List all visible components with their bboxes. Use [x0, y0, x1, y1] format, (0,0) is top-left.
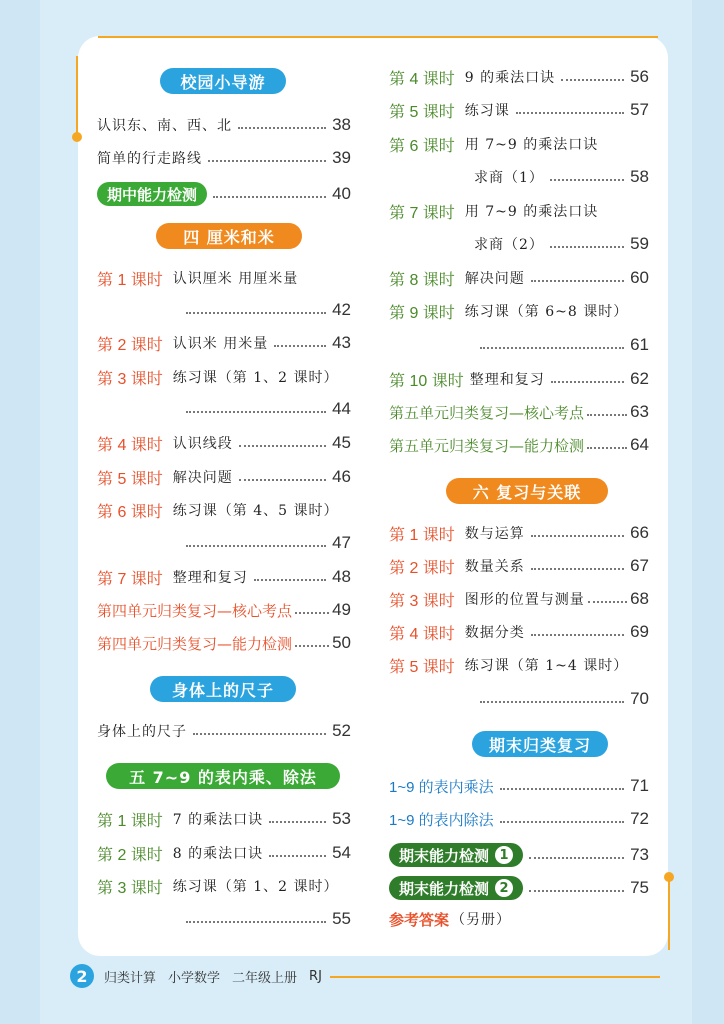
toc-row-review[interactable] [97, 630, 351, 656]
number-circle-icon: 1 [495, 846, 513, 864]
frame-line-right [668, 880, 670, 950]
toc-row[interactable] [389, 97, 649, 123]
lesson-label: 第 3 课时 [97, 879, 163, 897]
lesson-label: 第 4 课时 [389, 625, 455, 643]
lesson-label: 第 2 课时 [97, 846, 163, 864]
toc-title: 练习课 [464, 103, 510, 119]
review-title: 第四单元归类复习—能力检测 [97, 634, 293, 653]
leader-dots [480, 700, 624, 703]
leader-dots [186, 410, 326, 413]
page-number: 40 [332, 184, 351, 203]
leader-dots [531, 567, 624, 570]
toc-row[interactable] [389, 198, 649, 224]
toc-title: 图形的位置与测量 [464, 592, 585, 608]
toc-title: 练习课（第 1、2 课时） [172, 370, 339, 386]
toc-row-review[interactable] [97, 597, 351, 623]
toc-row[interactable] [97, 145, 351, 171]
toc-row-cont [180, 906, 351, 932]
toc-title: 整理和复习 [469, 372, 545, 388]
toc-row-cont [180, 530, 351, 556]
lesson-label: 第 7 课时 [389, 204, 455, 222]
toc-row[interactable] [389, 806, 649, 832]
toc-row-cont [474, 332, 649, 358]
leader-dots [238, 126, 326, 129]
footer-series: 归类计算 [104, 970, 157, 986]
toc-title-link: 1~9 的表内乘法 [389, 778, 494, 796]
banner-body-ruler: 身体上的尺子 [150, 676, 296, 702]
page-number: 45 [332, 433, 351, 452]
leader-dots [208, 159, 326, 162]
frame-line-bottom [330, 976, 660, 978]
toc-title: 数与运算 [464, 526, 525, 542]
lesson-label: 第 5 课时 [97, 470, 163, 488]
toc-row[interactable] [389, 131, 649, 157]
leader-dots [531, 534, 624, 537]
page-number: 68 [630, 589, 649, 608]
leader-dots [186, 544, 326, 547]
page-number: 61 [630, 335, 649, 354]
final-test-label: 期末能力检测 [399, 846, 490, 865]
midterm-tag: 期中能力检测 [97, 182, 207, 206]
footer-edition: RJ [309, 968, 322, 984]
toc-row-answers[interactable] [389, 906, 649, 932]
toc-row[interactable] [97, 330, 351, 356]
lesson-label: 第 9 课时 [389, 304, 455, 322]
page-number: 67 [630, 556, 649, 575]
toc-title: 整理和复习 [172, 570, 248, 586]
toc-title-cont: 求商（1） [474, 170, 544, 186]
toc-row[interactable] [389, 265, 649, 291]
footer-subject: 小学数学 [168, 970, 221, 986]
leader-dots [531, 279, 624, 282]
toc-row[interactable] [97, 464, 351, 490]
lesson-label: 第 7 课时 [97, 570, 163, 588]
toc-row[interactable] [389, 652, 649, 678]
leader-dots [588, 600, 627, 603]
toc-row[interactable] [97, 430, 351, 456]
leader-dots [295, 644, 329, 647]
toc-row[interactable] [97, 265, 351, 291]
page-number-badge: 2 [70, 964, 94, 988]
toc-row[interactable] [97, 112, 351, 138]
toc-title: 认识东、南、西、北 [97, 118, 232, 134]
toc-row-cont [180, 297, 351, 323]
leader-dots [550, 178, 624, 181]
page-number: 72 [630, 809, 649, 828]
toc-row[interactable] [389, 586, 649, 612]
toc-row-midterm[interactable] [97, 181, 351, 207]
toc-title: 认识米 用米量 [172, 336, 269, 352]
leader-dots [186, 920, 326, 923]
page-number: 69 [630, 622, 649, 641]
toc-title: 简单的行走路线 [97, 151, 202, 167]
page-number: 55 [332, 909, 351, 928]
toc-title-link: 1~9 的表内除法 [389, 811, 494, 829]
page-number: 56 [630, 67, 649, 86]
toc-title: 练习课（第 6~8 课时） [464, 304, 629, 320]
toc-title: 解决问题 [172, 470, 233, 486]
lesson-label: 第 4 课时 [97, 436, 163, 454]
toc-row[interactable] [389, 619, 649, 645]
toc-title: 9 的乘法口诀 [464, 70, 556, 86]
toc-row[interactable] [97, 564, 351, 590]
review-title: 第五单元归类复习—核心考点 [389, 403, 585, 422]
toc-title: 数据分类 [464, 625, 525, 641]
page-number: 59 [630, 234, 649, 253]
leader-dots [531, 633, 624, 636]
toc-row-cont [474, 231, 649, 257]
toc-row[interactable] [389, 553, 649, 579]
leader-dots [529, 889, 624, 892]
lesson-label: 第 5 课时 [389, 103, 455, 121]
toc-row[interactable] [97, 497, 351, 523]
footer [70, 964, 334, 988]
banner-unit5: 五 7~9 的表内乘、除法 [106, 763, 340, 789]
leader-dots [186, 311, 326, 314]
banner-campus-guide: 校园小导游 [160, 68, 286, 94]
lesson-label: 第 3 课时 [389, 592, 455, 610]
toc-row[interactable] [389, 366, 649, 392]
leader-dots [239, 478, 326, 481]
leader-dots [551, 380, 624, 383]
page-number: 66 [630, 523, 649, 542]
page-number: 60 [630, 268, 649, 287]
page-number: 73 [630, 845, 649, 864]
toc-title: 解决问题 [464, 271, 525, 287]
leader-dots [254, 578, 326, 581]
frame-dot-right [664, 872, 674, 882]
page-number: 75 [630, 878, 649, 897]
toc-title: 认识厘米 用厘米量 [172, 271, 299, 287]
toc-title: 8 的乘法口诀 [172, 846, 264, 862]
final-test-tag [389, 843, 523, 867]
leader-dots [480, 346, 624, 349]
toc-row[interactable] [389, 64, 649, 90]
lesson-label: 第 1 课时 [97, 271, 163, 289]
lesson-label: 第 1 课时 [389, 526, 455, 544]
page-number: 62 [630, 369, 649, 388]
page-number: 57 [630, 100, 649, 119]
frame-dot-left [72, 132, 82, 142]
footer-grade: 二年级上册 [232, 970, 298, 986]
leader-dots [269, 820, 326, 823]
toc-title: 练习课（第 1、2 课时） [172, 879, 339, 895]
banner-unit6: 六 复习与关联 [446, 478, 608, 504]
page-number: 38 [332, 115, 351, 134]
leader-dots [561, 78, 624, 81]
toc-row[interactable] [97, 873, 351, 899]
toc-title: 用 7~9 的乘法口诀 [464, 137, 599, 153]
page-number: 53 [332, 809, 351, 828]
page-number: 52 [332, 721, 351, 740]
toc-title: 练习课（第 4、5 课时） [172, 503, 339, 519]
lesson-label: 第 8 课时 [389, 271, 455, 289]
leader-dots [500, 820, 624, 823]
page-number: 50 [332, 633, 351, 652]
leader-dots [295, 611, 329, 614]
page-number: 48 [332, 567, 351, 586]
page-number: 44 [332, 399, 351, 418]
toc-row-review[interactable] [389, 432, 649, 458]
toc-row[interactable] [97, 806, 351, 832]
page-number: 64 [630, 435, 649, 454]
toc-row[interactable] [389, 298, 649, 324]
lesson-label: 第 6 课时 [389, 137, 455, 155]
page-number: 43 [332, 333, 351, 352]
page-number: 49 [332, 600, 351, 619]
leader-dots [239, 444, 326, 447]
toc-row[interactable] [97, 718, 351, 744]
toc-row-review[interactable] [389, 399, 649, 425]
frame-line-top [98, 36, 658, 38]
toc-title: 用 7~9 的乘法口诀 [464, 204, 599, 220]
toc-row-cont [180, 396, 351, 422]
number-circle-icon: 2 [495, 879, 513, 897]
toc-row-final-test[interactable] [389, 842, 649, 868]
banner-unit4: 四 厘米和米 [156, 223, 302, 249]
toc-title: 数量关系 [464, 559, 525, 575]
page-number: 63 [630, 402, 649, 421]
page-number: 54 [332, 843, 351, 862]
toc-title: 7 的乘法口诀 [172, 812, 264, 828]
lesson-label: 第 1 课时 [97, 812, 163, 830]
review-title: 第四单元归类复习—核心考点 [97, 601, 293, 620]
banner-final-review: 期末归类复习 [472, 731, 608, 757]
toc-row-cont [474, 686, 649, 712]
leader-dots [193, 732, 326, 735]
leader-dots [274, 344, 326, 347]
leader-dots [587, 413, 627, 416]
toc-row-cont [474, 164, 649, 190]
toc-row[interactable] [389, 520, 649, 546]
leader-dots [516, 111, 624, 114]
leader-dots [587, 446, 627, 449]
toc-title: 练习课（第 1~4 课时） [464, 658, 629, 674]
toc-row[interactable] [97, 364, 351, 390]
final-test-tag [389, 876, 523, 900]
lesson-label: 第 2 课时 [389, 559, 455, 577]
leader-dots [500, 787, 624, 790]
toc-title: 认识线段 [172, 436, 233, 452]
page-number: 71 [630, 776, 649, 795]
lesson-label: 第 6 课时 [97, 503, 163, 521]
lesson-label: 第 3 课时 [97, 370, 163, 388]
page-number: 39 [332, 148, 351, 167]
final-test-label: 期末能力检测 [399, 879, 490, 898]
lesson-label: 第 10 课时 [389, 372, 464, 390]
page-number: 46 [332, 467, 351, 486]
toc-row[interactable] [97, 840, 351, 866]
toc-row-final-test[interactable] [389, 875, 649, 901]
toc-title: 身体上的尺子 [97, 724, 187, 740]
lesson-label: 第 4 课时 [389, 70, 455, 88]
review-title: 第五单元归类复习—能力检测 [389, 436, 585, 455]
frame-line-left [76, 56, 78, 136]
leader-dots [550, 245, 624, 248]
leader-dots [213, 195, 326, 198]
leader-dots [269, 854, 326, 857]
answers-title: 参考答案 [389, 910, 450, 929]
leader-dots [529, 856, 624, 859]
lesson-label: 第 2 课时 [97, 336, 163, 354]
answers-note: （另册） [451, 912, 512, 928]
page-number: 70 [630, 689, 649, 708]
page-number: 47 [332, 533, 351, 552]
page-number: 58 [630, 167, 649, 186]
toc-title-cont: 求商（2） [474, 237, 544, 253]
lesson-label: 第 5 课时 [389, 658, 455, 676]
toc-row[interactable] [389, 773, 649, 799]
page-number: 42 [332, 300, 351, 319]
